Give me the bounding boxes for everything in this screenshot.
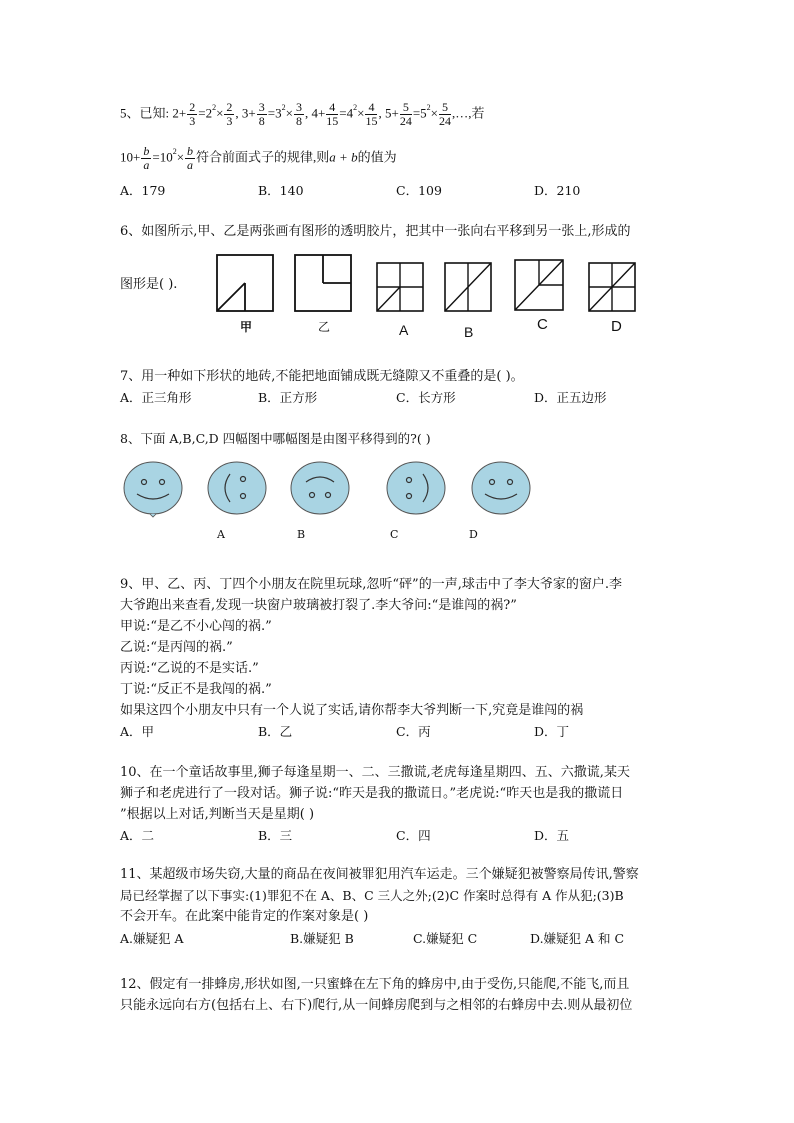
q6-stem: 6、如图所示,甲、乙是两张画有图形的透明胶片，把其中一张向右平移到另一张上,形成的	[120, 224, 631, 239]
q8-face-d-translated[interactable]	[470, 460, 532, 518]
q11-line-1: 11、某超级市场失窃,大量的商品在夜间被罪犯用汽车运走。三个嫌疑犯被警察局传讯,警察	[120, 867, 639, 882]
q6-figure-jia	[216, 254, 274, 312]
q11-option-a[interactable]: A.嫌疑犯 A	[120, 931, 184, 946]
q5-prefix: 5、已知:	[120, 105, 170, 121]
q5-option-a[interactable]: A．179	[120, 183, 166, 198]
q8-face-b-upside-down[interactable]	[289, 460, 351, 518]
q12-line-2: 只能永远向右方(包括右上、右下)爬行,从一间蜂房爬到与之相邻的右蜂房中去.则从最初位	[120, 998, 633, 1013]
q8-stem: 8、下面 A,B,C,D 四幅图中哪幅图是由图平移得到的?( )	[120, 431, 431, 446]
q6-label-a: A	[399, 322, 409, 338]
q10-option-d[interactable]: D．五	[534, 828, 570, 843]
q6-label-b: B	[464, 324, 474, 340]
q9-line-1: 9、甲、乙、丙、丁四个小朋友在院里玩球,忽听“砰”的一声,球击中了李大爷家的窗户.李	[120, 577, 622, 592]
q6-figure-b	[444, 262, 492, 312]
q9-line-2: 大爷跑出来查看,发现一块窗户玻璃被打裂了.李大爷问:“是谁闯的祸?”	[120, 598, 517, 613]
q10-option-b[interactable]: B．三	[258, 828, 293, 843]
q9-line-4: 乙说:“是丙闯的祸.”	[120, 640, 233, 655]
q10-option-a[interactable]: A．二	[120, 828, 155, 843]
q8-face-a-rotated[interactable]	[206, 460, 268, 518]
q9-line-3: 甲说:“是乙不小心闯的祸.”	[120, 619, 272, 634]
q7-option-c[interactable]: C．长方形	[396, 390, 456, 405]
q8-label-d: D	[469, 528, 478, 541]
q11-line-3: 不会开车。在此案中能肯定的作案对象是( )	[120, 909, 369, 924]
q6-stem2: 图形是( ).	[120, 277, 178, 292]
q7-option-b[interactable]: B．正方形	[258, 390, 318, 405]
q11-line-2: 局已经掌握了以下事实:(1)罪犯不在 A、B、C 三人之外;(2)C 作案时总得有 A 作从犯;(3)B	[120, 888, 624, 903]
q9-line-7: 如果这四个小朋友中只有一个人说了实话,请你帮李大爷判断一下,究竟是谁闯的祸	[120, 703, 584, 718]
q8-original-smiley-face	[122, 460, 184, 518]
q12-line-1: 12、假定有一排蜂房,形状如图,一只蜜蜂在左下角的蜂房中,由于受伤,只能爬,不能飞,而且	[120, 977, 630, 992]
q6-figure-d	[588, 262, 636, 312]
q6-label-c: C	[537, 316, 548, 333]
q7-stem: 7、用一种如下形状的地砖,不能把地面铺成既无缝隙又不重叠的是( )。	[120, 369, 524, 384]
q5-line2: 10+ $\frac{b}{a}$ $=10^2\times$ $\frac{b}{a}$ 符合前面式子的规律,则a + b的值为	[120, 144, 397, 172]
q11-option-c[interactable]: C.嫌疑犯 C	[413, 931, 478, 946]
q7-option-a[interactable]: A．正三角形	[120, 390, 192, 405]
q9-option-d[interactable]: D．丁	[534, 724, 570, 739]
q6-figure-yi	[294, 254, 352, 312]
q5-option-d[interactable]: D．210	[534, 183, 581, 198]
q6-figure-c	[514, 259, 564, 311]
q11-option-b[interactable]: B.嫌疑犯 B	[290, 931, 354, 946]
q5-option-c[interactable]: C．109	[396, 183, 442, 198]
q5-option-b[interactable]: B．140	[258, 183, 304, 198]
q8-label-a: A	[217, 528, 225, 541]
q6-label-jia: 甲	[240, 320, 253, 334]
q8-face-c-rotated[interactable]	[385, 460, 447, 518]
q10-line-1: 10、在一个童话故事里,狮子每逢星期一、二、三撒谎,老虎每逢星期四、五、六撒谎,某天	[120, 765, 630, 780]
q6-label-d: D	[611, 318, 622, 335]
q9-line-6: 丁说:“反正不是我闯的祸.”	[120, 682, 272, 697]
q9-option-b[interactable]: B．乙	[258, 724, 293, 739]
q10-option-c[interactable]: C．四	[396, 828, 431, 843]
q10-line-3: ”根据以上对话,判断当天是星期( )	[120, 807, 315, 822]
q8-label-b: B	[297, 528, 306, 541]
q8-label-c: C	[390, 528, 399, 541]
q10-line-2: 狮子和老虎进行了一段对话。狮子说:“昨天是我的撒谎日。”老虎说:“昨天也是我的撒谎日	[120, 786, 624, 801]
q5-line1: 5、已知: 2+ $\frac{2}{3}$ $=2^2\times$ $\frac{2}{3}$ , 3+ $\frac{3}{8}$ $=3^2\times$ $\frac{3}{8}$ , 4+ $\frac{4}{15}$ $=4^2\times$ $\frac{4}{15}$ , 5+ $\frac{5}{24}$ $=5^2\times$ $\frac{5}{24}$ ,…,若	[120, 100, 485, 128]
q9-option-a[interactable]: A．甲	[120, 724, 155, 739]
q9-option-c[interactable]: C．丙	[396, 724, 431, 739]
q6-figure-a	[376, 262, 424, 312]
q6-label-yi: 乙	[318, 320, 331, 334]
q11-option-d[interactable]: D.嫌疑犯 A 和 C	[530, 931, 625, 946]
q7-option-d[interactable]: D．正五边形	[534, 390, 607, 405]
q9-line-5: 丙说:“乙说的不是实话.”	[120, 661, 259, 676]
